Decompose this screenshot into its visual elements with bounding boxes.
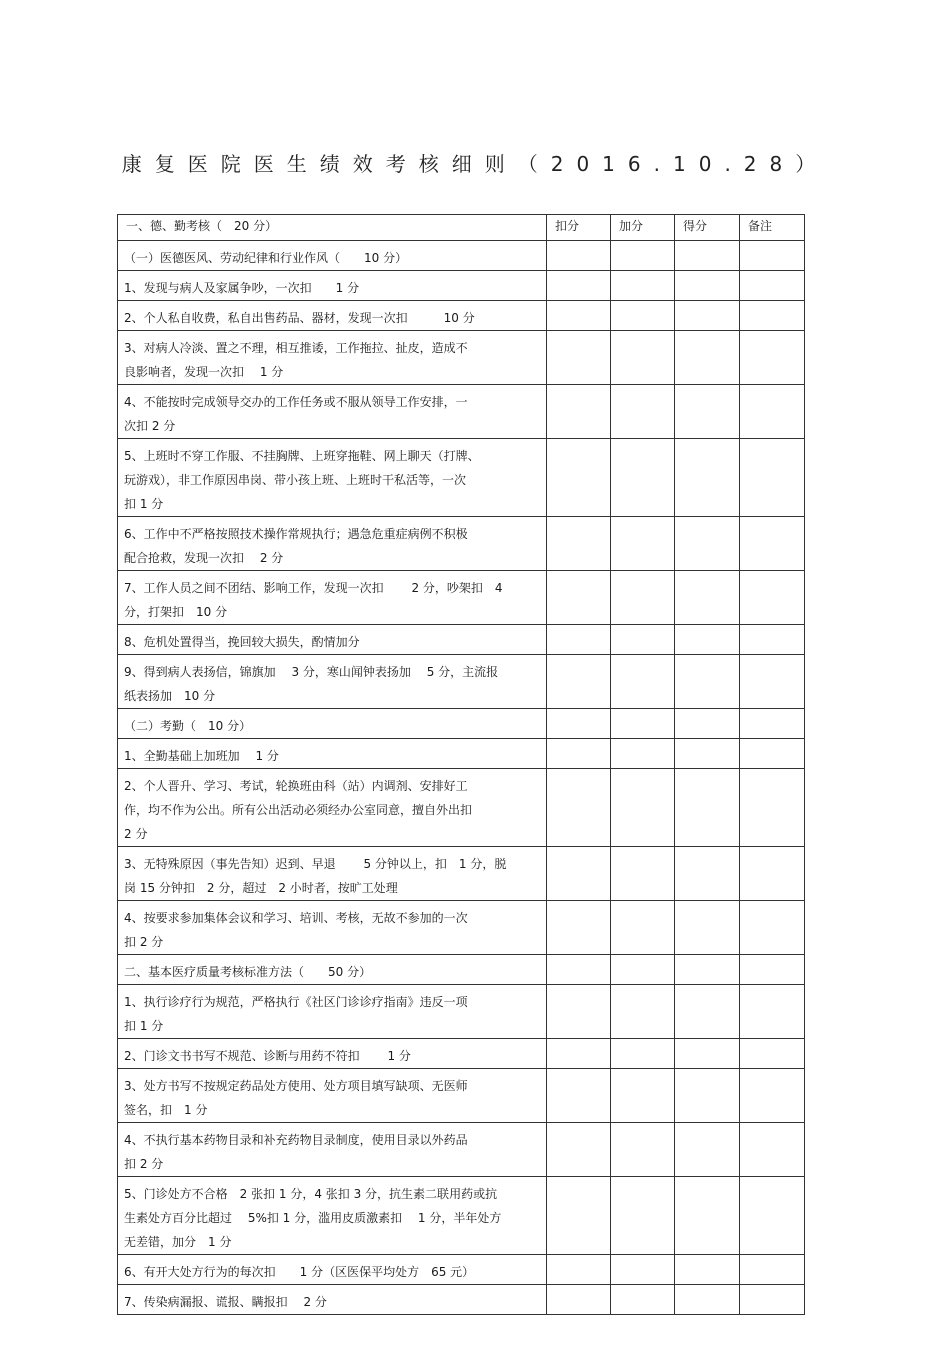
add-cell [611, 769, 675, 847]
table-row [118, 1039, 805, 1069]
score-cell [675, 385, 740, 439]
score-cell [675, 1069, 740, 1123]
score-cell [675, 655, 740, 709]
table-row [118, 847, 805, 901]
criteria-cell [118, 985, 547, 1039]
table-row [118, 985, 805, 1039]
add-header-cell [611, 215, 675, 241]
score-cell [675, 517, 740, 571]
remark-cell [740, 769, 805, 847]
criteria-text: 4、不执行基本药物目录和补充药物目录制度，使用目录以外药品 扣 2 分 [124, 1133, 468, 1171]
remark-cell [740, 1069, 805, 1123]
add-cell [611, 301, 675, 331]
deduct-cell [547, 385, 611, 439]
criteria-cell [118, 331, 547, 385]
score-cell [675, 1039, 740, 1069]
criteria-cell [118, 655, 547, 709]
deduct-cell [547, 1255, 611, 1285]
criteria-text: 9、得到病人表扬信，锦旗加 3 分，寒山闻钟表扬加 5 分，主流报 纸表扬加 10 分 [124, 665, 499, 703]
add-cell [611, 1255, 675, 1285]
add-cell [611, 1123, 675, 1177]
document-title: 康复医院医生绩效考核细则（2016.10.28） [121, 152, 829, 176]
table-header-row [118, 215, 805, 241]
criteria-cell [118, 271, 547, 301]
criteria-cell [118, 1255, 547, 1285]
criteria-cell [118, 955, 547, 985]
criteria-text: （二）考勤（ 10 分） [124, 719, 252, 733]
add-cell [611, 955, 675, 985]
remark-header-cell [740, 215, 805, 241]
criteria-text: 4、不能按时完成领导交办的工作任务或不服从领导工作安排，一 次扣 2 分 [124, 395, 468, 433]
remark-cell [740, 625, 805, 655]
add-cell [611, 901, 675, 955]
criteria-text: 6、工作中不严格按照技术操作常规执行；遇急危重症病例不积极 配合抢救，发现一次扣 2 分 [124, 527, 468, 565]
remark-cell [740, 709, 805, 739]
remark-cell [740, 847, 805, 901]
score-cell [675, 301, 740, 331]
criteria-cell [118, 1123, 547, 1177]
criteria-text: 3、处方书写不按规定药品处方使用、处方项目填写缺项、无医师 签名，扣 1 分 [124, 1079, 468, 1117]
deduct-cell [547, 739, 611, 769]
add-cell [611, 439, 675, 517]
remark-cell [740, 1039, 805, 1069]
criteria-text: 7、工作人员之间不团结、影响工作，发现一次扣 2 分，吵架扣 4 分，打架扣 10 分 [124, 581, 503, 619]
criteria-cell [118, 709, 547, 739]
add-cell [611, 517, 675, 571]
criteria-cell [118, 901, 547, 955]
score-cell [675, 901, 740, 955]
deduct-cell [547, 985, 611, 1039]
score-cell [675, 1123, 740, 1177]
deduct-cell [547, 655, 611, 709]
deduct-cell [547, 769, 611, 847]
table-row [118, 331, 805, 385]
deduct-cell [547, 241, 611, 271]
criteria-text: 1、发现与病人及家属争吵，一次扣 1 分 [124, 281, 360, 295]
add-cell [611, 241, 675, 271]
criteria-cell [118, 847, 547, 901]
add-cell [611, 385, 675, 439]
table-row [118, 241, 805, 271]
criteria-cell [118, 769, 547, 847]
score-cell [675, 241, 740, 271]
table-row [118, 739, 805, 769]
score-cell [675, 271, 740, 301]
table-row [118, 625, 805, 655]
criteria-cell [118, 439, 547, 517]
criteria-text: 1、执行诊疗行为规范，严格执行《社区门诊诊疗指南》违反一项 扣 1 分 [124, 995, 468, 1033]
criteria-text: 二、基本医疗质量考核标准方法（ 50 分） [124, 965, 372, 979]
score-cell [675, 1255, 740, 1285]
remark-cell [740, 1123, 805, 1177]
remark-cell [740, 301, 805, 331]
table-row [118, 385, 805, 439]
remark-cell [740, 439, 805, 517]
table-row [118, 517, 805, 571]
criteria-cell [118, 739, 547, 769]
criteria-text: 8、危机处置得当，挽回较大损失，酌情加分 [124, 635, 360, 649]
deduct-cell [547, 331, 611, 385]
score-cell [675, 955, 740, 985]
deduct-cell [547, 901, 611, 955]
criteria-text: 2、个人晋升、学习、考试，轮换班由科（站）内调剂、安排好工 作，均不作为公出。所有公出活动必须经办公室同意，擅自外出扣 2 分 [124, 779, 473, 841]
add-cell [611, 271, 675, 301]
remark-cell [740, 655, 805, 709]
remark-column-header: 备注 [748, 219, 773, 233]
add-cell [611, 655, 675, 709]
score-cell [675, 439, 740, 517]
deduct-cell [547, 271, 611, 301]
add-cell [611, 739, 675, 769]
score-cell [675, 1285, 740, 1315]
criteria-cell [118, 1039, 547, 1069]
table-row [118, 1255, 805, 1285]
add-cell [611, 985, 675, 1039]
deduct-cell [547, 1039, 611, 1069]
score-cell [675, 571, 740, 625]
score-cell [675, 709, 740, 739]
add-column-header: 加分 [619, 219, 644, 233]
criteria-text: 5、上班时不穿工作服、不挂胸牌、上班穿拖鞋、网上聊天（打牌、 玩游戏），非工作原因串岗、带小孩上班、上班时干私活等，一次 扣 1 分 [124, 449, 480, 511]
deduct-column-header: 扣分 [555, 219, 580, 233]
score-cell [675, 1177, 740, 1255]
remark-cell [740, 271, 805, 301]
remark-cell [740, 1177, 805, 1255]
remark-cell [740, 1255, 805, 1285]
criteria-text: 6、有开大处方行为的每次扣 1 分（区医保平均处方 65 元） [124, 1265, 475, 1279]
criteria-text: 7、传染病漏报、谎报、瞒报扣 2 分 [124, 1295, 327, 1309]
criteria-text: 1、全勤基础上加班加 1 分 [124, 749, 279, 763]
remark-cell [740, 901, 805, 955]
deduct-cell [547, 709, 611, 739]
table-row [118, 571, 805, 625]
remark-cell [740, 955, 805, 985]
remark-cell [740, 739, 805, 769]
criteria-text: 2、门诊文书书写不规范、诊断与用药不符扣 1 分 [124, 1049, 411, 1063]
deduct-header-cell [547, 215, 611, 241]
remark-cell [740, 241, 805, 271]
criteria-cell [118, 385, 547, 439]
deduct-cell [547, 1123, 611, 1177]
add-cell [611, 1177, 675, 1255]
table-row [118, 301, 805, 331]
deduct-cell [547, 439, 611, 517]
criteria-cell [118, 571, 547, 625]
deduct-cell [547, 847, 611, 901]
score-column-header: 得分 [683, 219, 708, 233]
add-cell [611, 709, 675, 739]
deduct-cell [547, 625, 611, 655]
criteria-cell [118, 1177, 547, 1255]
criteria-text: 2、个人私自收费，私自出售药品、器材，发现一次扣 10 分 [124, 311, 475, 325]
section-header-cell [118, 215, 547, 241]
remark-cell [740, 385, 805, 439]
remark-cell [740, 571, 805, 625]
remark-cell [740, 517, 805, 571]
table-row [118, 655, 805, 709]
criteria-text: 3、对病人冷淡、置之不理，相互推诿，工作拖拉、扯皮，造成不 良影响者，发现一次扣 1 分 [124, 341, 468, 379]
score-cell [675, 739, 740, 769]
table-row [118, 901, 805, 955]
deduct-cell [547, 571, 611, 625]
score-header-cell [675, 215, 740, 241]
table-row [118, 1123, 805, 1177]
score-cell [675, 769, 740, 847]
assessment-table [117, 214, 805, 1315]
criteria-cell [118, 625, 547, 655]
add-cell [611, 1039, 675, 1069]
score-cell [675, 847, 740, 901]
add-cell [611, 1285, 675, 1315]
section-one-heading: 一、德、勤考核（ 20 分） [126, 219, 278, 233]
criteria-cell [118, 241, 547, 271]
add-cell [611, 331, 675, 385]
deduct-cell [547, 955, 611, 985]
criteria-cell [118, 1069, 547, 1123]
deduct-cell [547, 301, 611, 331]
table-row [118, 271, 805, 301]
add-cell [611, 847, 675, 901]
score-cell [675, 625, 740, 655]
criteria-text: 4、按要求参加集体会议和学习、培训、考核，无故不参加的一次 扣 2 分 [124, 911, 468, 949]
remark-cell [740, 985, 805, 1039]
add-cell [611, 571, 675, 625]
remark-cell [740, 1285, 805, 1315]
add-cell [611, 625, 675, 655]
criteria-cell [118, 517, 547, 571]
deduct-cell [547, 1285, 611, 1315]
criteria-cell [118, 301, 547, 331]
table-row [118, 769, 805, 847]
table-row [118, 1177, 805, 1255]
criteria-text: 5、门诊处方不合格 2 张扣 1 分，4 张扣 3 分，抗生素二联用药或抗 生素处方百分比超过 5%扣 1 分，滥用皮质激素扣 1 分，半年处方 无差错，加分 1 分 [124, 1187, 502, 1249]
deduct-cell [547, 1069, 611, 1123]
deduct-cell [547, 1177, 611, 1255]
deduct-cell [547, 517, 611, 571]
remark-cell [740, 331, 805, 385]
table-row [118, 439, 805, 517]
score-cell [675, 985, 740, 1039]
table-row [118, 955, 805, 985]
add-cell [611, 1069, 675, 1123]
table-row [118, 1069, 805, 1123]
criteria-text: （一）医德医风、劳动纪律和行业作风（ 10 分） [124, 251, 408, 265]
score-cell [675, 331, 740, 385]
table-row [118, 709, 805, 739]
criteria-text: 3、无特殊原因（事先告知）迟到、早退 5 分钟以上，扣 1 分，脱 岗 15 分钟扣 2 分，超过 2 小时者，按旷工处理 [124, 857, 507, 895]
criteria-cell [118, 1285, 547, 1315]
table-row [118, 1285, 805, 1315]
